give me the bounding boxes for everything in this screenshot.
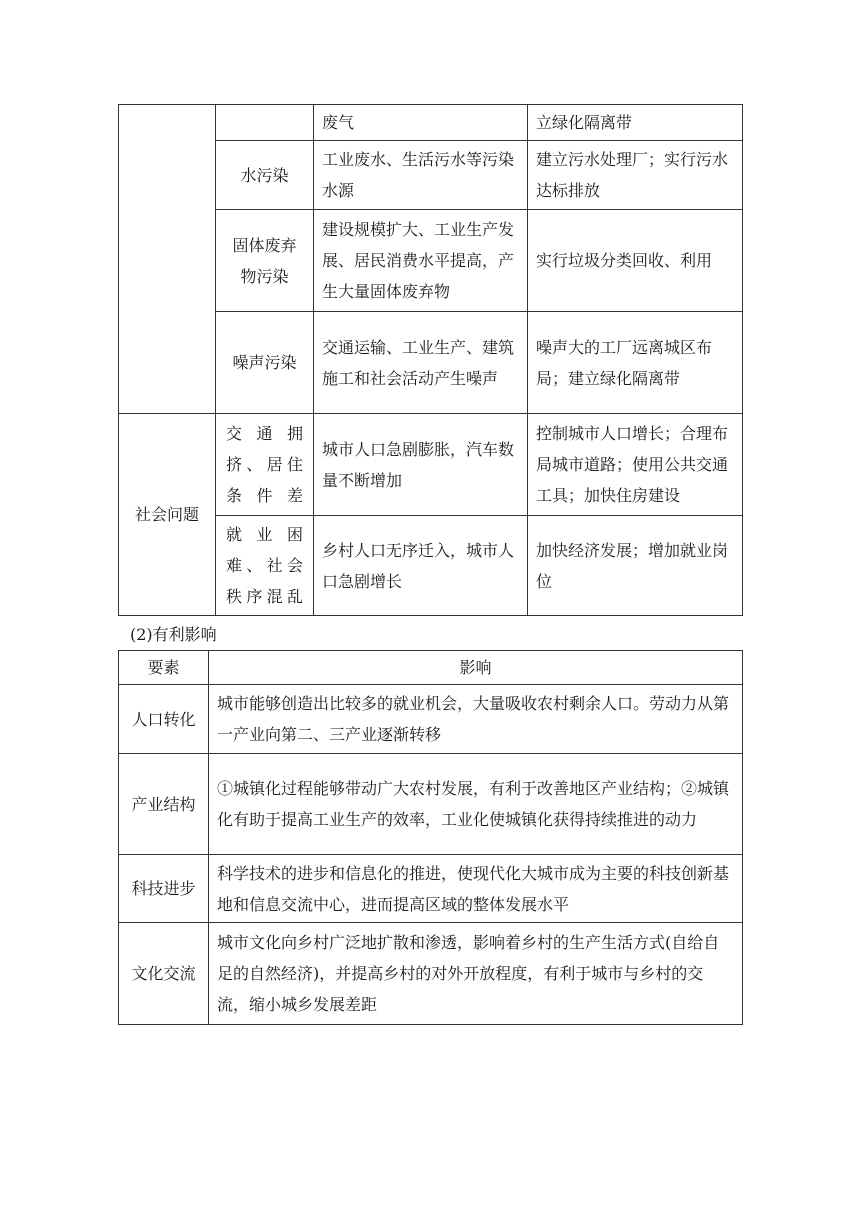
category-cell-environment [119, 105, 216, 414]
cause-cell: 交通运输、工业生产、建筑施工和社会活动产生噪声 [314, 312, 528, 414]
table-row [119, 414, 743, 516]
table-row [119, 923, 743, 1025]
cause-cell: 乡村人口无序迁入，城市人口急剧增长 [314, 516, 528, 616]
factor-cell: 人口转化 [119, 685, 209, 754]
favorable-impact-table [118, 650, 743, 1025]
measure-cell: 立绿化隔离带 [528, 105, 743, 141]
impact-cell: 城市能够创造出比较多的就业机会，大量吸收农村剩余人口。劳动力从第一产业向第二、三产业逐渐转移 [209, 685, 743, 754]
type-cell: 就业困难、社会秩序混乱 [216, 516, 314, 616]
section-subtitle: (2)有利影响 [130, 625, 217, 644]
impact-cell: ①城镇化过程能够带动广大农村发展，有利于改善地区产业结构；②城镇化有助于提高工业生产的效率，工业化使城镇化获得持续推进的动力 [209, 754, 743, 855]
cause-cell: 工业废水、生活污水等污染水源 [314, 141, 528, 210]
impact-cell: 城市文化向乡村广泛地扩散和渗透，影响着乡村的生产生活方式(自给自足的自然经济)，并提高乡村的对外开放程度，有利于城市与乡村的交流，缩小城乡发展差距 [209, 923, 743, 1025]
cause-cell: 城市人口急剧膨胀，汽车数量不断增加 [314, 414, 528, 516]
type-cell: 水污染 [216, 141, 314, 210]
cause-cell: 建设规模扩大、工业生产发展、居民消费水平提高，产生大量固体废弃物 [314, 210, 528, 312]
measure-cell: 控制城市人口增长；合理布局城市道路；使用公共交通工具；加快住房建设 [528, 414, 743, 516]
impact-cell: 科学技术的进步和信息化的推进，使现代化大城市成为主要的科技创新基地和信息交流中心，进而提高区域的整体发展水平 [209, 855, 743, 923]
measure-cell: 建立污水处理厂；实行污水达标排放 [528, 141, 743, 210]
header-impact: 影响 [209, 651, 743, 685]
factor-cell: 产业结构 [119, 754, 209, 855]
table-row [119, 105, 743, 141]
table-row [119, 685, 743, 754]
table-header-row [119, 651, 743, 685]
measure-cell: 加快经济发展；增加就业岗位 [528, 516, 743, 616]
type-cell: 交通拥挤、居住条件差 [216, 414, 314, 516]
measure-cell: 实行垃圾分类回收、利用 [528, 210, 743, 312]
table-row [119, 855, 743, 923]
header-factor: 要素 [119, 651, 209, 685]
measure-cell: 噪声大的工厂远离城区布局；建立绿化隔离带 [528, 312, 743, 414]
type-cell: 噪声污染 [216, 312, 314, 414]
table-row [119, 754, 743, 855]
cause-cell: 废气 [314, 105, 528, 141]
factor-cell: 科技进步 [119, 855, 209, 923]
type-cell: 固体废弃物污染 [216, 210, 314, 312]
type-cell [216, 105, 314, 141]
category-cell-social: 社会问题 [119, 414, 216, 616]
urban-problems-table [118, 104, 743, 616]
factor-cell: 文化交流 [119, 923, 209, 1025]
